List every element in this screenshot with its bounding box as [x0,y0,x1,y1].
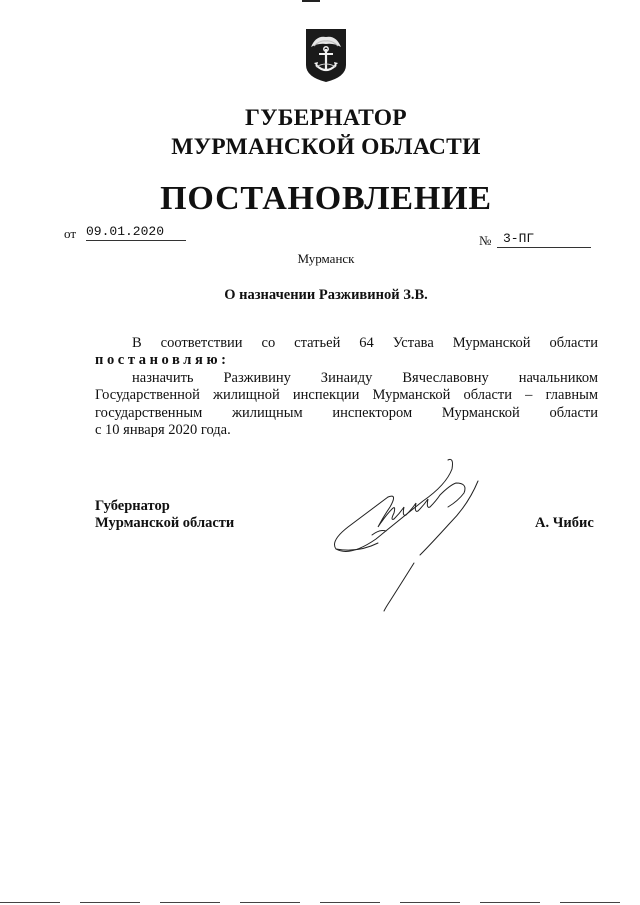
document-type-title: ПОСТАНОВЛЕНИЕ [160,180,492,217]
decision-line-2: Государственной жилищной инспекции Мурманской области – главным [95,387,598,403]
top-edge-mark [302,0,320,2]
date-prefix: от [64,226,77,241]
authority-line-1: ГУБЕРНАТОР [245,105,407,131]
document-number: 3-ПГ [497,231,591,248]
signatory-name: А. Чибис [535,515,594,531]
bottom-edge-dashes [0,902,640,903]
murmansk-coat-of-arms-icon [304,27,348,83]
number-prefix: № [479,233,492,248]
signatory-title-line-2: Мурманской области [95,515,235,531]
place-of-issue: Мурманск [297,251,355,266]
document-date: 09.01.2020 [86,224,186,241]
document-subject: О назначении Разживиной З.В. [224,287,428,303]
decision-line-1: назначить Разживину Зинаиду Вячеславовну начальником [132,370,598,386]
handwritten-signature-icon [328,455,498,615]
authority-line-2: МУРМАНСКОЙ ОБЛАСТИ [171,134,481,160]
signatory-title-line-1: Губернатор [95,498,170,514]
decision-line-4: с 10 января 2020 года. [95,422,231,438]
decree-word: постановляю: [95,352,230,368]
basis-paragraph: В соответствии со статьей 64 Устава Мурманской области [132,335,598,351]
decision-line-3: государственным жилищным инспектором Мурманской области [95,405,598,421]
